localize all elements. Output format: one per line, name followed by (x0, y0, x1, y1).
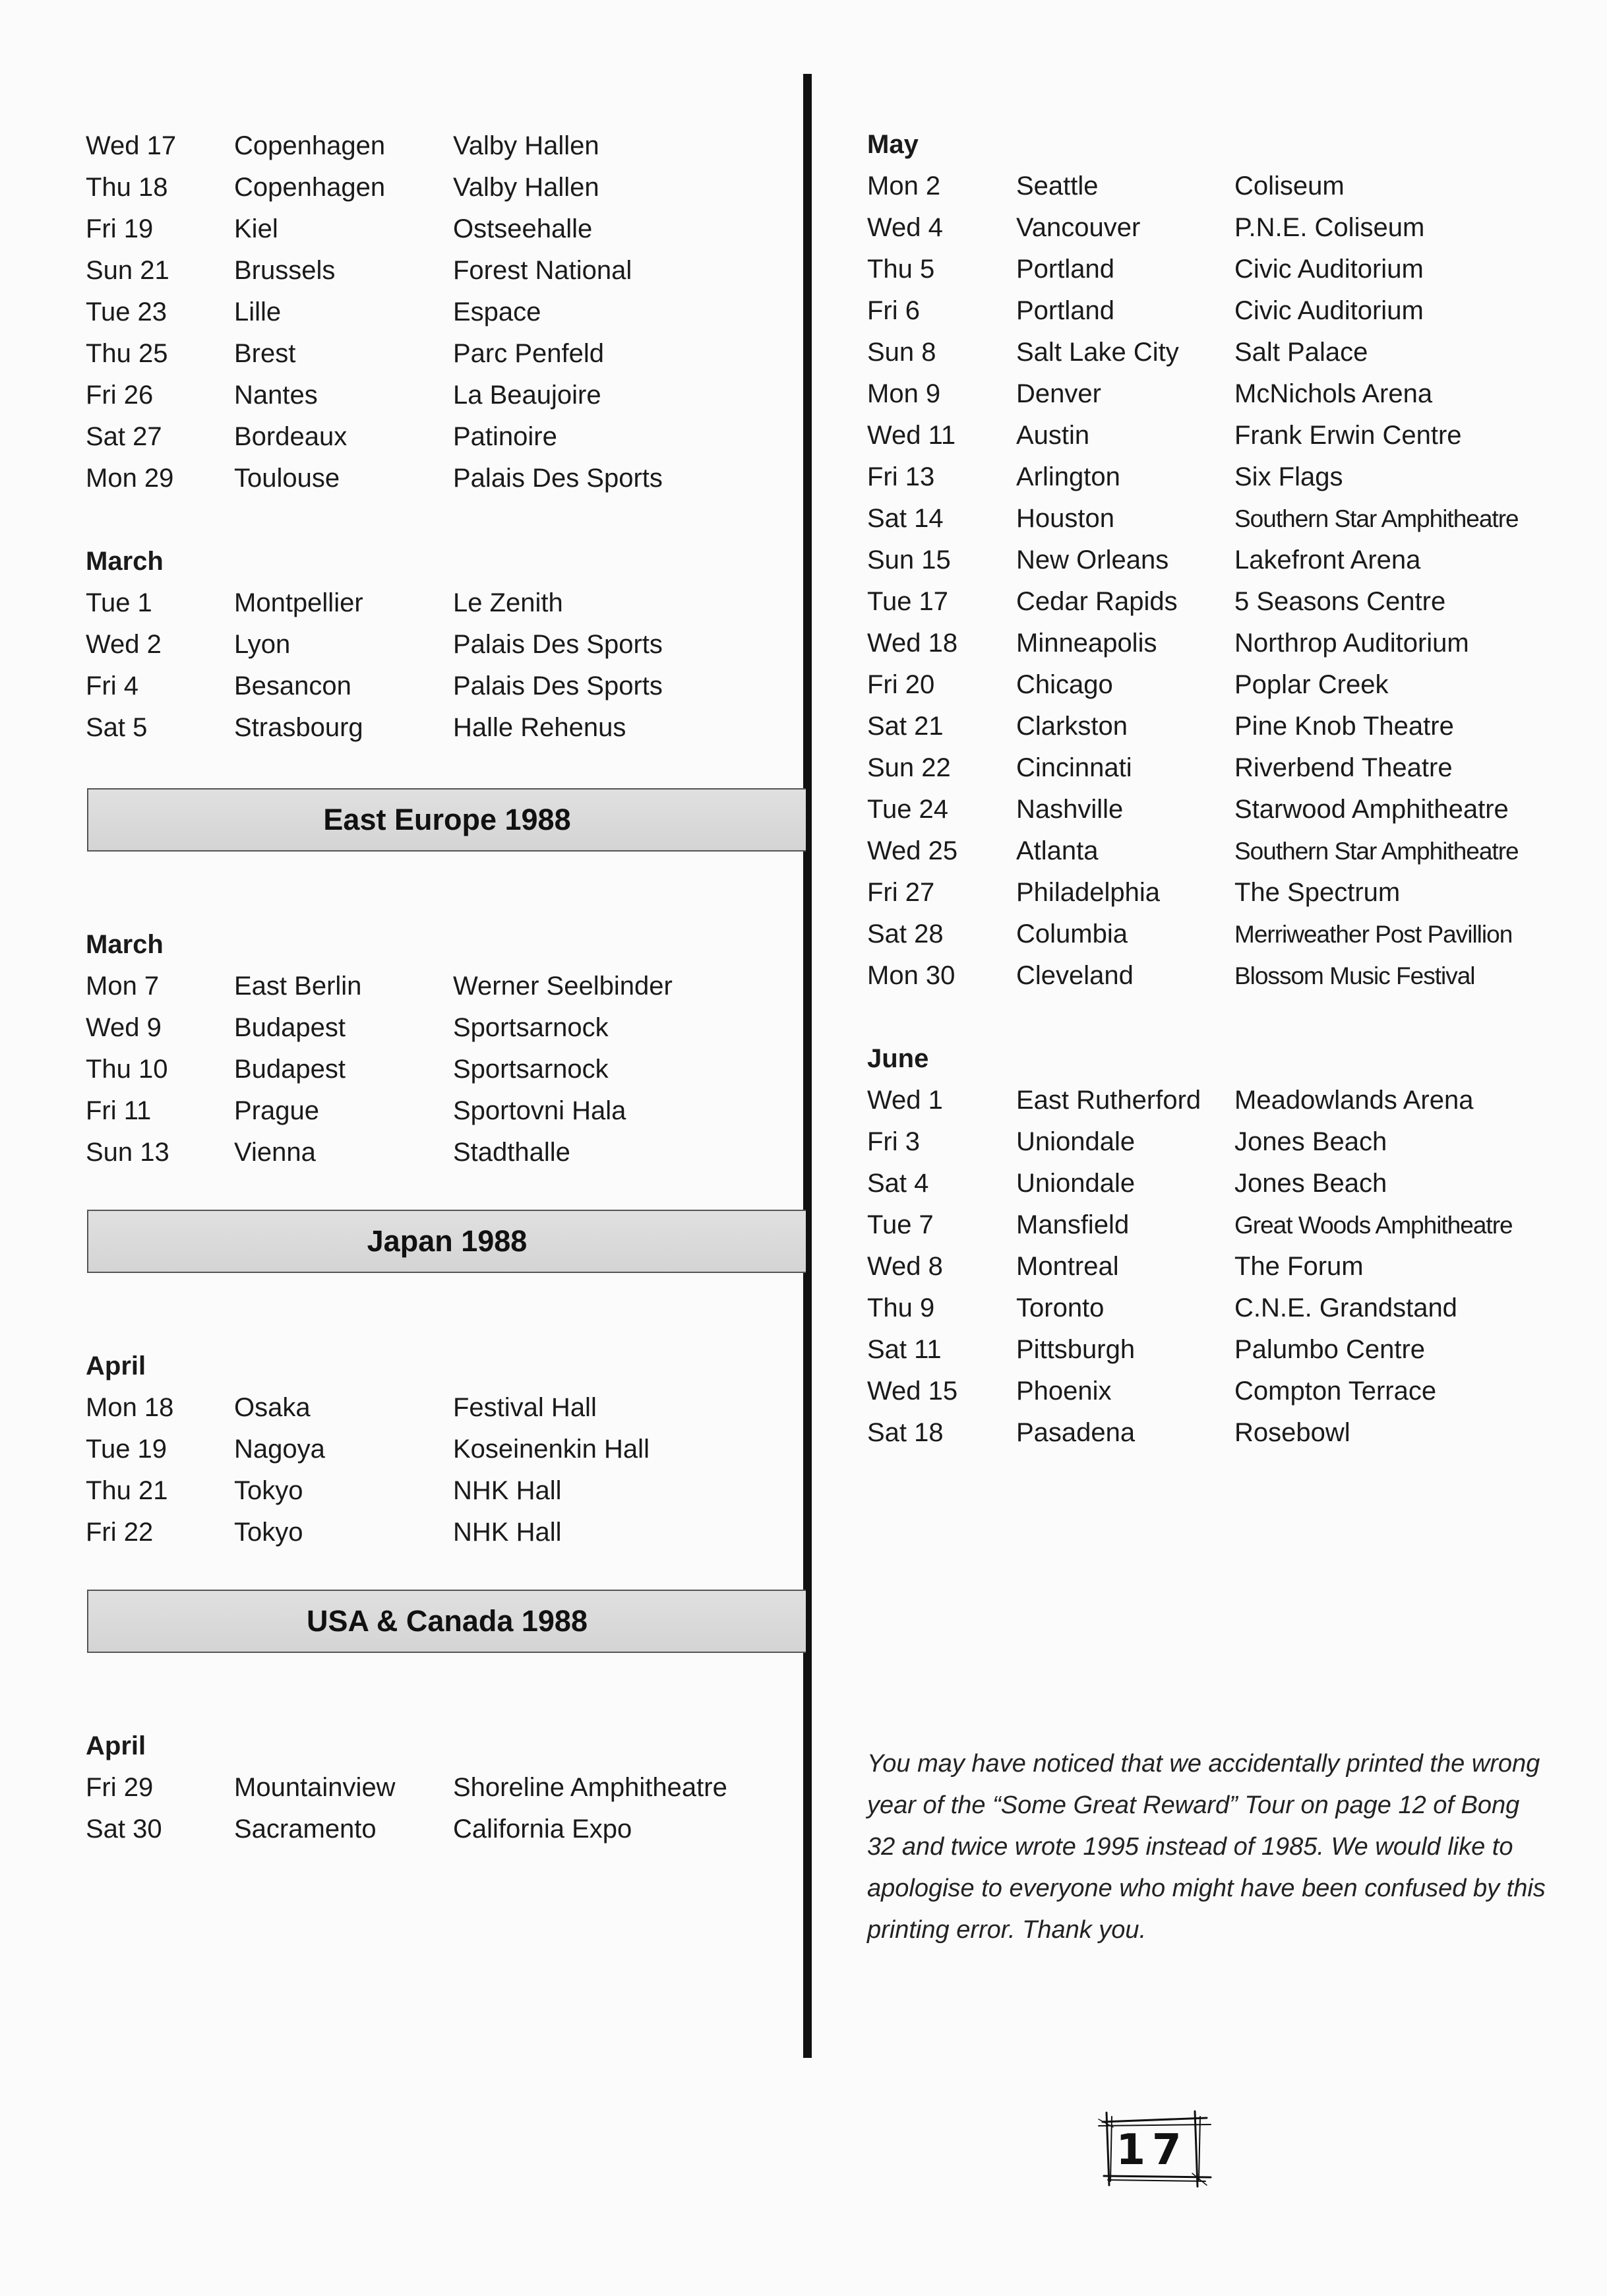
city-cell: Portland (1016, 255, 1114, 284)
city-cell: Columbia (1016, 919, 1128, 948)
tour-date-row (867, 332, 1566, 373)
city-cell: Sacramento (234, 1815, 377, 1844)
date-cell: Wed 11 (867, 421, 956, 450)
city-cell: East Berlin (234, 972, 362, 1001)
venue-cell: Poplar Creek (1234, 670, 1389, 699)
tour-date-row (867, 1246, 1566, 1288)
tour-date-row (867, 747, 1566, 789)
tour-date-row (86, 458, 804, 499)
date-cell: Thu 18 (86, 173, 168, 202)
city-cell: Salt Lake City (1016, 338, 1179, 367)
month-heading-april: April (86, 1351, 146, 1381)
venue-cell: Salt Palace (1234, 338, 1368, 367)
city-cell: Atlanta (1016, 836, 1099, 865)
venue-cell: Shoreline Amphitheatre (453, 1773, 727, 1802)
tour-date-row (86, 208, 804, 250)
city-cell: Bordeaux (234, 422, 348, 451)
tour-date-row (86, 375, 804, 416)
tour-date-row (867, 789, 1566, 830)
venue-cell: Civic Auditorium (1234, 255, 1424, 284)
date-cell: Tue 23 (86, 297, 167, 326)
city-cell: Cleveland (1016, 961, 1134, 990)
city-cell: Vancouver (1016, 213, 1141, 242)
date-cell: Sun 8 (867, 338, 936, 367)
date-cell: Sat 28 (867, 919, 944, 948)
city-cell: Tokyo (234, 1476, 303, 1505)
city-cell: Mountainview (234, 1773, 396, 1802)
venue-cell: Patinoire (453, 422, 557, 451)
tour-date-row (86, 1429, 804, 1470)
venue-cell: Northrop Auditorium (1234, 629, 1469, 658)
city-cell: Brussels (234, 256, 336, 285)
tour-date-row (867, 207, 1566, 249)
city-cell: Brest (234, 339, 296, 368)
city-cell: Tokyo (234, 1518, 303, 1547)
venue-cell: Merriweather Post Pavillion (1234, 921, 1513, 948)
date-cell: Wed 25 (867, 836, 958, 865)
date-cell: Wed 1 (867, 1086, 943, 1115)
date-cell: Mon 2 (867, 171, 941, 201)
date-cell: Thu 9 (867, 1293, 935, 1322)
city-cell: Austin (1016, 421, 1090, 450)
date-cell: Wed 8 (867, 1252, 943, 1281)
venue-cell: The Forum (1234, 1252, 1364, 1281)
venue-cell: California Expo (453, 1815, 632, 1844)
date-cell: Tue 24 (867, 795, 949, 824)
venue-cell: Rosebowl (1234, 1418, 1350, 1447)
venue-cell: Southern Star Amphitheatre (1234, 505, 1519, 532)
tour-date-row (867, 664, 1566, 706)
venue-cell: Pine Knob Theatre (1234, 712, 1454, 741)
tour-date-row (86, 292, 804, 333)
date-cell: Mon 18 (86, 1393, 174, 1422)
city-cell: Denver (1016, 379, 1101, 408)
venue-cell: Civic Auditorium (1234, 296, 1424, 325)
venue-cell: Palais Des Sports (453, 671, 663, 700)
date-cell: Tue 19 (86, 1435, 167, 1464)
city-cell: Clarkston (1016, 712, 1128, 741)
venue-cell: Forest National (453, 256, 632, 285)
tour-date-row (867, 498, 1566, 540)
city-cell: Kiel (234, 214, 278, 243)
date-cell: Wed 17 (86, 131, 177, 160)
tour-dates-june (867, 1080, 1566, 1454)
date-cell: Thu 5 (867, 255, 935, 284)
section-header-japan (87, 1210, 806, 1273)
date-cell: Tue 7 (867, 1210, 934, 1239)
month-heading-march: March (86, 930, 164, 959)
city-cell: East Rutherford (1016, 1086, 1201, 1115)
date-cell: Mon 30 (867, 961, 955, 990)
date-cell: Fri 3 (867, 1127, 920, 1156)
date-cell: Fri 6 (867, 296, 920, 325)
venue-cell: Meadowlands Arena (1234, 1086, 1474, 1115)
city-cell: Mansfield (1016, 1210, 1130, 1239)
tour-dates-february (86, 125, 804, 499)
city-cell: Pasadena (1016, 1418, 1136, 1447)
venue-cell: Six Flags (1234, 462, 1343, 491)
venue-cell: Blossom Music Festival (1234, 962, 1475, 989)
tour-date-row (867, 1371, 1566, 1412)
date-cell: Tue 17 (867, 587, 949, 616)
tour-date-row (867, 914, 1566, 955)
city-cell: Nantes (234, 381, 318, 410)
city-cell: Arlington (1016, 462, 1120, 491)
city-cell: Cedar Rapids (1016, 587, 1178, 616)
tour-date-row (86, 1049, 804, 1090)
venue-cell: Great Woods Amphitheatre (1234, 1212, 1513, 1239)
date-cell: Mon 9 (867, 379, 941, 408)
date-cell: Thu 10 (86, 1055, 168, 1084)
city-cell: Besancon (234, 671, 351, 700)
month-heading-june: June (867, 1044, 929, 1073)
date-cell: Fri 19 (86, 214, 154, 243)
tour-date-row (86, 125, 804, 167)
tour-date-row (86, 250, 804, 292)
venue-cell: Halle Rehenus (453, 713, 626, 742)
venue-cell: Jones Beach (1234, 1127, 1387, 1156)
date-cell: Wed 18 (867, 629, 958, 658)
venue-cell: Frank Erwin Centre (1234, 421, 1462, 450)
venue-cell: Jones Beach (1234, 1169, 1387, 1198)
date-cell: Fri 20 (867, 670, 935, 699)
tour-date-row (86, 167, 804, 208)
city-cell: Toulouse (234, 464, 340, 493)
page-number-box (1095, 2107, 1213, 2190)
city-cell: Uniondale (1016, 1169, 1136, 1198)
tour-date-row (867, 581, 1566, 623)
tour-date-row (86, 1512, 804, 1553)
date-cell: Mon 7 (86, 972, 160, 1001)
city-cell: New Orleans (1016, 545, 1169, 574)
date-cell: Sat 18 (867, 1418, 944, 1447)
tour-date-row (86, 1387, 804, 1429)
venue-cell: Le Zenith (453, 588, 563, 617)
tour-date-row (867, 166, 1566, 207)
date-cell: Wed 15 (867, 1377, 958, 1406)
tour-date-row (86, 1090, 804, 1132)
section-header-usa-canada (87, 1590, 806, 1653)
tour-date-row (86, 416, 804, 458)
venue-cell: C.N.E. Grandstand (1234, 1293, 1457, 1322)
city-cell: Prague (234, 1096, 319, 1125)
month-heading-march: March (86, 547, 164, 576)
date-cell: Fri 27 (867, 878, 935, 907)
correction-notice: You may have noticed that we accidentally printed the wrong year of the “Some Great Reward” Tour on page 12 of Bong 32 and twice wrote 1995 instead of 1985. We would like to apologise to everyone who might have been confused by this printing error. Thank you. (867, 1750, 1546, 1944)
tour-date-row (86, 1132, 804, 1173)
date-cell: Mon 29 (86, 464, 174, 493)
tour-date-row (86, 624, 804, 666)
date-cell: Fri 29 (86, 1773, 154, 1802)
date-cell: Fri 26 (86, 381, 154, 410)
city-cell: Budapest (234, 1055, 346, 1084)
tour-date-row (867, 830, 1566, 872)
date-cell: Fri 4 (86, 671, 138, 700)
section-title: USA & Canada 1988 (306, 1604, 588, 1638)
city-cell: Minneapolis (1016, 629, 1157, 658)
city-cell: Montpellier (234, 588, 363, 617)
city-cell: Copenhagen (234, 173, 386, 202)
tour-date-row (86, 666, 804, 707)
date-cell: Sat 30 (86, 1815, 162, 1844)
city-cell: Chicago (1016, 670, 1113, 699)
venue-cell: Sportsarnock (453, 1055, 609, 1084)
tour-date-row (867, 1329, 1566, 1371)
section-title: Japan 1988 (367, 1224, 528, 1258)
date-cell: Wed 4 (867, 213, 943, 242)
tour-dates-march (86, 582, 804, 749)
venue-cell: Palais Des Sports (453, 630, 663, 659)
venue-cell: McNichols Arena (1234, 379, 1433, 408)
venue-cell: Riverbend Theatre (1234, 753, 1453, 782)
month-heading-may: May (867, 130, 919, 159)
venue-cell: Ostseehalle (453, 214, 593, 243)
venue-cell: Starwood Amphitheatre (1234, 795, 1509, 824)
tour-date-row (867, 540, 1566, 581)
tour-date-row (86, 1809, 804, 1850)
tour-date-row (86, 582, 804, 624)
right-column (867, 125, 1566, 1454)
tour-date-row (867, 290, 1566, 332)
date-cell: Fri 22 (86, 1518, 154, 1547)
city-cell: Seattle (1016, 171, 1099, 201)
tour-date-row (867, 1080, 1566, 1121)
venue-cell: P.N.E. Coliseum (1234, 213, 1425, 242)
venue-cell: Festival Hall (453, 1393, 597, 1422)
page-number: 17 (1116, 2126, 1188, 2175)
tour-date-row (86, 1767, 804, 1809)
venue-cell: Southern Star Amphitheatre (1234, 838, 1519, 865)
city-cell: Uniondale (1016, 1127, 1136, 1156)
date-cell: Thu 21 (86, 1476, 168, 1505)
city-cell: Osaka (234, 1393, 311, 1422)
venue-cell: Palais Des Sports (453, 464, 663, 493)
venue-cell: Espace (453, 297, 541, 326)
city-cell: Phoenix (1016, 1377, 1112, 1406)
tour-dates-japan (86, 1387, 804, 1553)
date-cell: Wed 9 (86, 1013, 162, 1042)
city-cell: Pittsburgh (1016, 1335, 1136, 1364)
tour-date-row (867, 872, 1566, 914)
tour-date-row (867, 249, 1566, 290)
tour-date-row (867, 623, 1566, 664)
tour-date-row (867, 1412, 1566, 1454)
city-cell: Toronto (1016, 1293, 1105, 1322)
tour-date-row (86, 333, 804, 375)
venue-cell: 5 Seasons Centre (1234, 587, 1446, 616)
date-cell: Tue 1 (86, 588, 152, 617)
city-cell: Strasbourg (234, 713, 363, 742)
tour-dates-usa-april (86, 1767, 804, 1850)
tour-date-row (867, 456, 1566, 498)
venue-cell: La Beaujoire (453, 381, 601, 410)
venue-cell: NHK Hall (453, 1476, 562, 1505)
city-cell: Budapest (234, 1013, 346, 1042)
city-cell: Nashville (1016, 795, 1124, 824)
tour-dates-east-europe (86, 966, 804, 1173)
venue-cell: Parc Penfeld (453, 339, 605, 368)
tour-dates-may (867, 166, 1566, 997)
city-cell: Nagoya (234, 1435, 325, 1464)
tour-date-row (867, 955, 1566, 997)
left-column (86, 125, 804, 1850)
venue-cell: NHK Hall (453, 1518, 562, 1547)
city-cell: Houston (1016, 504, 1114, 533)
date-cell: Sun 15 (867, 545, 951, 574)
date-cell: Fri 11 (86, 1096, 152, 1125)
city-cell: Vienna (234, 1138, 316, 1167)
date-cell: Sat 14 (867, 504, 944, 533)
date-cell: Sat 4 (867, 1169, 929, 1198)
tour-date-row (867, 373, 1566, 415)
tour-date-row (86, 1007, 804, 1049)
tour-date-row (867, 1204, 1566, 1246)
date-cell: Sat 21 (867, 712, 944, 741)
date-cell: Sat 27 (86, 422, 162, 451)
city-cell: Portland (1016, 296, 1114, 325)
tour-date-row (86, 966, 804, 1007)
tour-date-row (86, 707, 804, 749)
city-cell: Lyon (234, 630, 291, 659)
tour-date-row (867, 1288, 1566, 1329)
date-cell: Sun 22 (867, 753, 951, 782)
venue-cell: Coliseum (1234, 171, 1345, 201)
venue-cell: Lakefront Arena (1234, 545, 1421, 574)
venue-cell: Valby Hallen (453, 131, 599, 160)
venue-cell: Valby Hallen (453, 173, 599, 202)
tour-date-row (867, 415, 1566, 456)
venue-cell: Palumbo Centre (1234, 1335, 1426, 1364)
city-cell: Montreal (1016, 1252, 1119, 1281)
section-header-east-europe (87, 788, 806, 852)
venue-cell: The Spectrum (1234, 878, 1401, 907)
date-cell: Sat 5 (86, 713, 148, 742)
city-cell: Lille (234, 297, 282, 326)
tour-date-row (867, 1163, 1566, 1204)
city-cell: Copenhagen (234, 131, 386, 160)
month-heading-april: April (86, 1731, 146, 1760)
date-cell: Sun 13 (86, 1138, 169, 1167)
date-cell: Sat 11 (867, 1335, 942, 1364)
date-cell: Wed 2 (86, 630, 162, 659)
tour-date-row (867, 706, 1566, 747)
venue-cell: Koseinenkin Hall (453, 1435, 650, 1464)
date-cell: Sun 21 (86, 256, 169, 285)
venue-cell: Sportsarnock (453, 1013, 609, 1042)
venue-cell: Sportovni Hala (453, 1096, 626, 1125)
tour-date-row (867, 1121, 1566, 1163)
city-cell: Cincinnati (1016, 753, 1132, 782)
tour-date-row (86, 1470, 804, 1512)
section-title: East Europe 1988 (323, 803, 571, 836)
date-cell: Fri 13 (867, 462, 935, 491)
venue-cell: Compton Terrace (1234, 1377, 1437, 1406)
venue-cell: Stadthalle (453, 1138, 570, 1167)
venue-cell: Werner Seelbinder (453, 972, 673, 1001)
city-cell: Philadelphia (1016, 878, 1160, 907)
date-cell: Thu 25 (86, 339, 168, 368)
